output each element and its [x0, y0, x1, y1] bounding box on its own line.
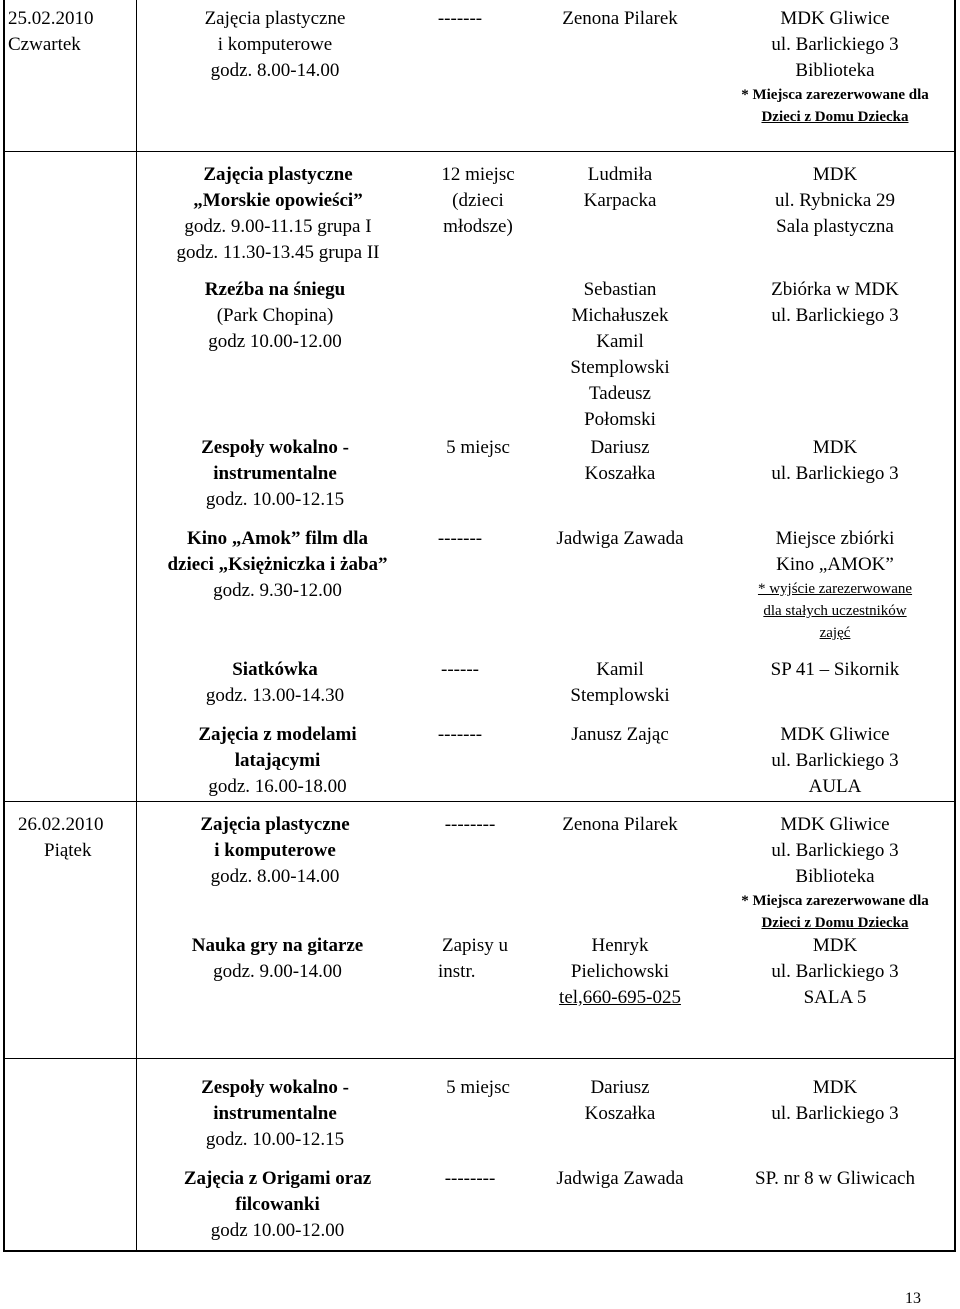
- location-cell: MDK Gliwice ul. Barlickiego 3 Biblioteka * Miejsca zarezerwowane dla Dzieci z Domu Dziecka: [741, 8, 929, 125]
- activity-cell: Zajęcia plastyczne i komputerowe godz. 8.00-14.00: [204, 8, 346, 81]
- instructor-cell: Kamil Stemplowski: [570, 659, 670, 706]
- instructor-cell: Jadwiga Zawada: [556, 1168, 684, 1189]
- instructor-cell: Jadwiga Zawada: [556, 528, 684, 549]
- instructor-cell: Henryk Pielichowski tel,660-695-025: [559, 935, 681, 1008]
- activity-cell: Rzeźba na śniegu (Park Chopina) godz 10.00-12.00: [204, 279, 346, 352]
- places-cell: 5 miejsc: [446, 1077, 510, 1098]
- activity-cell: Siatkówka godz. 13.00-14.30: [205, 659, 345, 706]
- location-cell: MDK Gliwice ul. Barlickiego 3 Biblioteka * Miejsca zarezerwowane dla Dzieci z Domu Dziecka: [741, 814, 929, 931]
- date-cell: 26.02.2010 Piątek: [18, 814, 104, 861]
- activity-cell: Zajęcia plastyczne i komputerowe godz. 8.00-14.00: [200, 814, 350, 887]
- location-cell: MDK ul. Rybnicka 29 Sala plastyczna: [774, 164, 896, 237]
- location-cell: MDK ul. Barlickiego 3: [771, 437, 899, 484]
- date-cell: 25.02.2010 Czwartek: [8, 8, 94, 55]
- places-cell: 12 miejsc (dzieci młodsze): [441, 164, 515, 237]
- row-divider: [5, 801, 954, 802]
- location-cell: Zbiórka w MDK ul. Barlickiego 3: [771, 279, 899, 326]
- places-cell: --------: [444, 1168, 496, 1189]
- instructor-cell: Ludmiła Karpacka: [583, 164, 657, 211]
- activity-cell: Zajęcia z modelami latającymi godz. 16.00-18.00: [198, 724, 357, 797]
- location-cell: Miejsce zbiórki Kino „AMOK” * wyjście zarezerwowane dla stałych uczestników zajęć: [757, 528, 913, 641]
- places-cell: 5 miejsc: [446, 437, 510, 458]
- places-cell: -------: [437, 724, 483, 745]
- column-divider: [136, 0, 137, 1250]
- instructor-cell: Dariusz Koszałka: [584, 437, 656, 484]
- places-cell: ------: [441, 659, 479, 680]
- activity-cell: Zespoły wokalno - instrumentalne godz. 10.00-12.15: [201, 437, 349, 510]
- instructor-cell: Zenona Pilarek: [562, 8, 678, 29]
- places-cell: --------: [444, 814, 496, 835]
- instructor-cell: Dariusz Koszałka: [584, 1077, 656, 1124]
- places-cell: Zapisy u instr.: [438, 935, 508, 982]
- activity-cell: Zespoły wokalno - instrumentalne godz. 10.00-12.15: [201, 1077, 349, 1150]
- location-cell: MDK Gliwice ul. Barlickiego 3 AULA: [771, 724, 899, 797]
- instructor-cell: Sebastian Michałuszek Kamil Stemplowski Tadeusz Połomski: [570, 279, 670, 430]
- location-cell: MDK ul. Barlickiego 3: [771, 1077, 899, 1124]
- instructor-cell: Zenona Pilarek: [562, 814, 678, 835]
- activity-cell: Zajęcia z Origami oraz filcowanki godz 10.00-12.00: [183, 1168, 372, 1241]
- location-cell: MDK ul. Barlickiego 3 SALA 5: [771, 935, 899, 1008]
- row-divider: [5, 1058, 954, 1059]
- activity-cell: Zajęcia plastyczne „Morskie opowieści” godz. 9.00-11.15 grupa I godz. 11.30-13.45 grupa II: [176, 164, 380, 263]
- activity-cell: Nauka gry na gitarze godz. 9.00-14.00: [191, 935, 364, 982]
- page-number: 13: [905, 1290, 921, 1307]
- instructor-cell: Janusz Zając: [571, 724, 669, 745]
- location-cell: SP 41 – Sikornik: [770, 659, 900, 680]
- row-divider: [5, 151, 954, 152]
- activity-cell: Kino „Amok” film dla dzieci „Księżniczka i żaba” godz. 9.30-12.00: [167, 528, 388, 601]
- location-cell: SP. nr 8 w Gliwicach: [755, 1168, 915, 1189]
- places-cell: -------: [437, 528, 483, 549]
- places-cell: -------: [437, 8, 483, 29]
